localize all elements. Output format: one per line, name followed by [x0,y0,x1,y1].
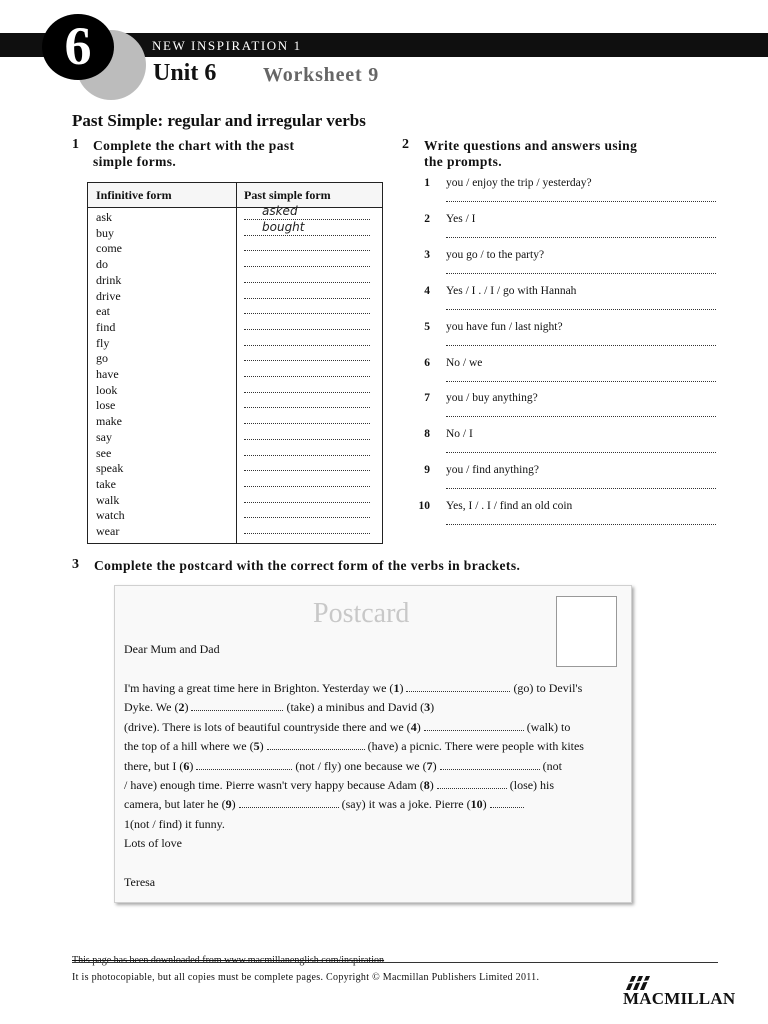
infinitive-cell: look [96,382,118,397]
past-form-blank[interactable] [244,470,370,471]
text: the top of a hill where we ( [124,739,254,753]
text: ) [399,681,404,695]
question-number: 4 [424,284,430,297]
infinitive-cell: ask [96,210,112,224]
infinitive-cell: watch [96,508,125,523]
past-form-blank[interactable] [244,423,370,424]
verb-row [88,508,382,524]
exercise2-number: 2 [402,137,409,152]
postcard-line-5 [124,759,562,774]
question-item [412,321,722,357]
infinitive-cell: take [96,476,116,491]
past-form-blank[interactable] [244,533,370,534]
answer-line[interactable] [446,488,716,489]
verb-table [87,182,383,544]
publisher-name: MACMILLAN [623,989,736,1008]
text: ) [429,778,434,792]
past-form-blank[interactable] [244,392,370,393]
gap-8[interactable] [437,780,507,789]
past-form-answer: asked [262,204,298,218]
question-prompt: you go / to the party? [446,248,545,261]
gap-1[interactable] [406,683,510,692]
gap-number-10: 10 [470,797,483,811]
text: ) [231,797,236,811]
past-form-blank[interactable] [244,407,370,408]
question-prompt: you have fun / last night? [446,320,563,333]
postcard-greeting: Dear Mum and Dad [124,642,220,656]
question-item [412,213,722,249]
gap-number-9: 9 [225,797,232,811]
past-form-blank[interactable] [244,235,370,236]
postcard-line-7 [124,797,524,812]
verb-row [88,493,382,509]
verb-row [88,351,382,367]
infinitive-cell: speak [96,461,124,476]
exercise3-instruction: Complete the postcard with the correct form of the verbs in brackets. [94,558,521,573]
gap-number-7: 7 [426,759,433,773]
postcard-line-3 [124,720,570,735]
infinitive-cell: walk [96,492,120,507]
postcard-line-1 [124,681,582,696]
question-item [412,500,722,536]
past-form-blank[interactable] [244,313,370,314]
answer-line[interactable] [446,237,716,238]
question-prompt: you / enjoy the trip / yesterday? [446,177,592,189]
gap-number-3: 3 [424,700,431,714]
past-form-blank[interactable] [244,360,370,361]
question-item [412,357,722,393]
question-number: 9 [424,464,430,477]
verb-row [88,414,382,430]
unit-badge [42,14,114,80]
gap-number-8: 8 [423,778,430,792]
exercise3-number: 3 [72,557,79,572]
gap-2[interactable] [191,702,283,711]
postcard-title: Postcard [313,598,410,629]
unit-number: 6 [64,16,92,76]
text: (drive). There is lots of beautiful countryside there and we ( [124,720,411,734]
answer-line[interactable] [446,524,716,525]
answer-line[interactable] [446,309,716,310]
question-prompt: Yes, I / . I / find an old coin [446,500,573,513]
question-number: 5 [424,320,430,333]
verb-row [88,383,382,399]
gap-number-5: 5 [253,739,260,753]
question-number: 6 [424,356,430,369]
footer-rule [72,962,718,963]
question-number: 3 [424,248,430,261]
question-number: 2 [424,212,430,225]
text: ) [482,797,487,811]
stamp-box [556,596,617,667]
verb-row [88,320,382,336]
question-item [412,177,722,213]
text: (lose) his [506,778,555,792]
verb-row [88,398,382,414]
text: Dyke. We ( [124,700,179,714]
col-past-header: Past simple form [244,188,331,202]
past-form-blank[interactable] [244,517,370,518]
col-infinitive-header: Infinitive form [96,188,172,202]
infinitive-cell: say [96,429,112,444]
infinitive-cell: drink [96,272,122,287]
postcard-signature: Teresa [124,875,156,889]
answer-line[interactable] [446,452,716,453]
past-form-blank[interactable] [244,298,370,299]
infinitive-cell: go [96,351,108,366]
answer-line[interactable] [446,416,716,417]
text: (say) it was a joke. Pierre ( [338,797,471,811]
verb-row [88,430,382,446]
text: (go) to Devil's [510,681,583,695]
gap-9[interactable] [239,799,339,808]
verb-row [88,446,382,462]
infinitive-cell: have [96,367,119,381]
past-form-blank[interactable] [244,502,370,503]
infinitive-cell: wear [96,524,120,538]
question-prompt: No / we [446,356,483,369]
infinitive-cell: make [96,414,122,429]
question-number: 7 [424,392,430,405]
question-item [412,428,722,464]
past-form-blank[interactable] [244,329,370,330]
verb-row [88,524,382,540]
gap-7[interactable] [440,761,540,770]
gap-5[interactable] [267,741,365,750]
text: ) [184,700,189,714]
question-prompt: you / find anything? [446,464,539,477]
past-form-blank[interactable] [244,250,370,251]
verb-table-header [88,183,382,208]
exercise2-instruction [424,138,637,170]
question-number: 1 [424,177,430,189]
download-note: This page has been downloaded from www.macmillanenglish.com/inspiration [72,955,385,966]
exercise1-instruction-line2: simple forms. [93,154,177,169]
postcard-line-4 [124,739,584,754]
text: ) [430,700,435,714]
verb-row [88,273,382,289]
verb-row [88,219,382,242]
verb-row [88,257,382,273]
verb-row [88,304,382,320]
past-form-blank[interactable] [244,455,370,456]
infinitive-cell: eat [96,304,110,319]
exercise1-instruction-line1: Complete the chart with the past [93,138,295,153]
infinitive-cell: find [96,319,116,334]
past-form-blank[interactable] [244,376,370,377]
worksheet-title: Worksheet 9 [263,64,380,86]
gap-number-6: 6 [183,759,190,773]
past-form-blank[interactable] [244,345,370,346]
text: I'm having a great time here in Brighton. Yesterday we ( [124,681,394,695]
text: (not / fly) one because we ( [292,759,427,773]
exercise2-instruction-line2: the prompts. [424,154,503,169]
postcard [114,585,632,903]
gap-4[interactable] [424,722,524,731]
question-prompt: No / I [446,428,473,441]
postcard-line-8: 1(not / find) it funny. [124,817,225,831]
verb-row [88,367,382,383]
answer-line[interactable] [446,201,716,202]
answer-line[interactable] [446,381,716,382]
copyright-note: It is photocopiable, but all copies must be complete pages. Copyright © Macmillan Publishers Limited 2011. [72,972,540,983]
past-form-answer: bought [262,219,305,234]
text: camera, but later he ( [124,797,226,811]
infinitive-cell: drive [96,288,121,303]
gap-number-4: 4 [410,720,417,734]
postcard-closing: Lots of love [124,836,182,850]
past-form-blank[interactable] [244,486,370,487]
text: ) [259,739,264,753]
text: (take) a minibus and David ( [283,700,425,714]
answer-line[interactable] [446,273,716,274]
exercise2-instruction-line1: Write questions and answers using [424,138,638,153]
infinitive-cell: do [96,257,108,272]
infinitive-cell: lose [96,398,116,413]
past-form-blank[interactable] [244,266,370,267]
infinitive-cell: buy [96,225,114,240]
infinitive-cell: come [96,241,122,256]
infinitive-cell: see [96,445,112,460]
verb-row [88,204,382,226]
unit-title: Unit 6 [153,60,217,86]
infinitive-cell: fly [96,335,110,350]
question-prompt: you / buy anything? [446,392,538,405]
text: / have) enough time. Pierre wasn't very happy because Adam ( [124,778,424,792]
exercise1-number: 1 [72,137,79,152]
text: there, but I ( [124,759,184,773]
past-form-blank[interactable] [244,282,370,283]
text: (walk) to [523,720,571,734]
verb-row [88,241,382,257]
verb-row [88,289,382,305]
verb-row [88,461,382,477]
text: (have) a picnic. There were people with kites [364,739,584,753]
series-title: NEW INSPIRATION 1 [152,38,302,53]
verb-row [88,336,382,352]
answer-line[interactable] [446,345,716,346]
text: ) [432,759,437,773]
question-prompt: Yes / I . / I / go with Hannah [446,284,577,297]
question-number: 10 [418,500,430,513]
question-item [412,285,722,321]
postcard-line-6 [124,778,554,793]
text: ) [416,720,421,734]
question-number: 8 [424,428,430,441]
postcard-line-2 [124,700,434,715]
text: ) [189,759,194,773]
exercise1-instruction [93,138,294,170]
gap-number-1: 1 [393,681,400,695]
verb-row [88,477,382,493]
gap-number-2: 2 [178,700,185,714]
text: (not [539,759,562,773]
gap-10[interactable] [490,799,524,808]
question-item [412,249,722,285]
section-title: Past Simple: regular and irregular verbs [72,111,366,130]
past-form-blank[interactable] [244,439,370,440]
question-prompt: Yes / I [446,212,476,225]
gap-6[interactable] [196,761,292,770]
question-item [412,392,722,428]
question-item [412,464,722,500]
